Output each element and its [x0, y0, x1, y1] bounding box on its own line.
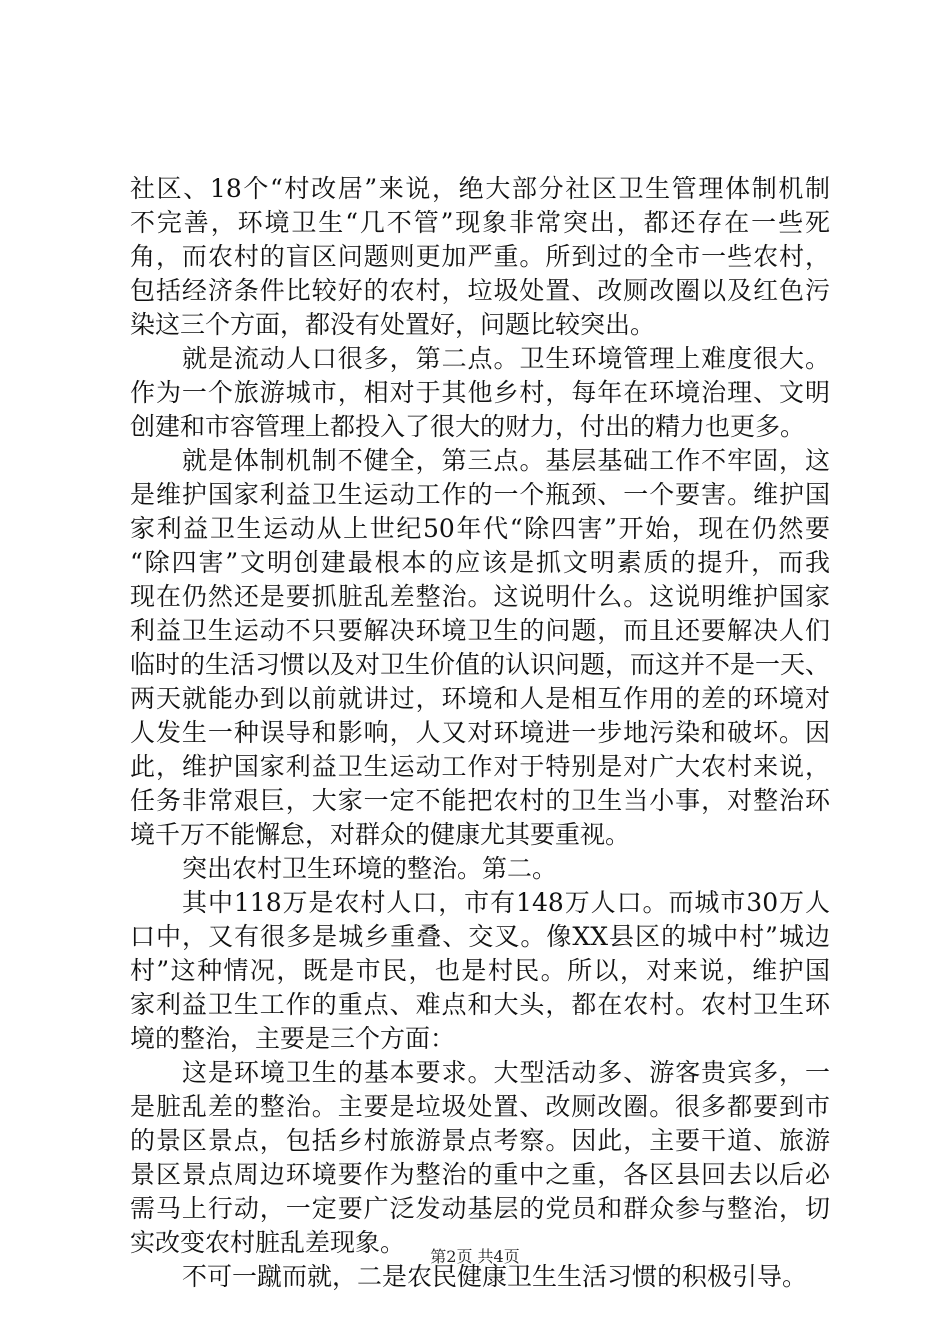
- text-line: 这是环境卫生的基本要求。大型活动多、游客贵宾多，一: [182, 1058, 830, 1087]
- text-line: 突出农村卫生环境的整治。第二。: [182, 854, 558, 883]
- text-line: 包括经济条件比较好的农村，垃圾处置、改厕改圈以及红色污: [130, 276, 830, 305]
- text-line: 人发生一种误导和影响，人又对环境进一步地污染和破坏。因: [130, 718, 830, 747]
- text-line: 角，而农村的盲区问题则更加严重。所到过的全市一些农村，: [130, 242, 830, 271]
- text-line: 任务非常艰巨，大家一定不能把农村的卫生当小事，对整治环: [130, 786, 830, 815]
- text-line: 需马上行动，一定要广泛发动基层的党员和群众参与整治，切: [130, 1194, 830, 1223]
- text-line: 两天就能办到以前就讲过，环境和人是相互作用的差的环境对: [130, 684, 830, 713]
- text-line: 此，维护国家利益卫生运动工作对于特别是对广大农村来说，: [130, 752, 830, 781]
- text-line: 就是流动人口很多，第二点。卫生环境管理上难度很大。: [182, 344, 830, 373]
- text-line: 口中，又有很多是城乡重叠、交叉。像XX县区的城中村”城边: [130, 922, 830, 951]
- text-line: 临时的生活习惯以及对卫生价值的认识问题，而这并不是一天、: [130, 650, 831, 679]
- paragraph-6: [130, 1056, 830, 1260]
- text-line: 社区、18个“村改居”来说，绝大部分社区卫生管理体制机制: [130, 174, 830, 203]
- text-line: 就是体制机制不健全，第三点。基层基础工作不牢固，这: [182, 446, 830, 475]
- text-line: 染这三个方面，都没有处置好，问题比较突出。: [130, 310, 656, 339]
- text-line: 家利益卫生运动从上世纪50年代“除四害”开始，现在仍然要: [130, 514, 830, 543]
- text-line: 家利益卫生工作的重点、难点和大头，都在农村。农村卫生环: [130, 990, 830, 1019]
- text-line: 不可一蹴而就，二是农民健康卫生生活习惯的积极引导。: [182, 1262, 808, 1291]
- page-number: 第2页 共4页: [430, 1247, 520, 1266]
- text-line: 创建和市容管理上都投入了很大的财力，付出的精力也更多。: [130, 412, 806, 441]
- text-line: 景区景点周边环境要作为整治的重中之重，各区县回去以后必: [130, 1160, 830, 1189]
- paragraph-4: [130, 852, 830, 886]
- text-line: 是脏乱差的整治。主要是垃圾处置、改厕改圈。很多都要到市: [130, 1092, 830, 1121]
- text-line: “除四害”文明创建最根本的应该是抓文明素质的提升，而我: [130, 548, 830, 577]
- paragraph-5: [130, 886, 830, 1056]
- paragraph-2: [130, 342, 830, 444]
- text-line: 作为一个旅游城市，相对于其他乡村，每年在环境治理、文明: [130, 378, 830, 407]
- text-line: 是维护国家利益卫生运动工作的一个瓶颈、一个要害。维护国: [130, 480, 830, 509]
- document-body: [130, 172, 830, 1294]
- text-line: 的景区景点，包括乡村旅游景点考察。因此，主要干道、旅游: [130, 1126, 830, 1155]
- paragraph-3: [130, 444, 830, 852]
- text-line: 境的整治，主要是三个方面：: [130, 1024, 456, 1053]
- text-line: 实改变农村脏乱差现象。: [130, 1228, 406, 1257]
- text-line: 其中118万是农村人口，市有148万人口。而城市30万人: [182, 888, 830, 917]
- text-line: 现在仍然还是要抓脏乱差整治。这说明什么。这说明维护国家: [130, 582, 830, 611]
- text-line: 利益卫生运动不只要解决环境卫生的问题，而且还要解决人们: [130, 616, 830, 645]
- text-line: 境千万不能懈怠，对群众的健康尤其要重视。: [130, 820, 631, 849]
- paragraph-1: [130, 172, 830, 342]
- text-line: 村”这种情况，既是市民，也是村民。所以，对来说，维护国: [130, 956, 830, 985]
- text-line: 不完善，环境卫生“几不管”现象非常突出，都还存在一些死: [130, 208, 830, 237]
